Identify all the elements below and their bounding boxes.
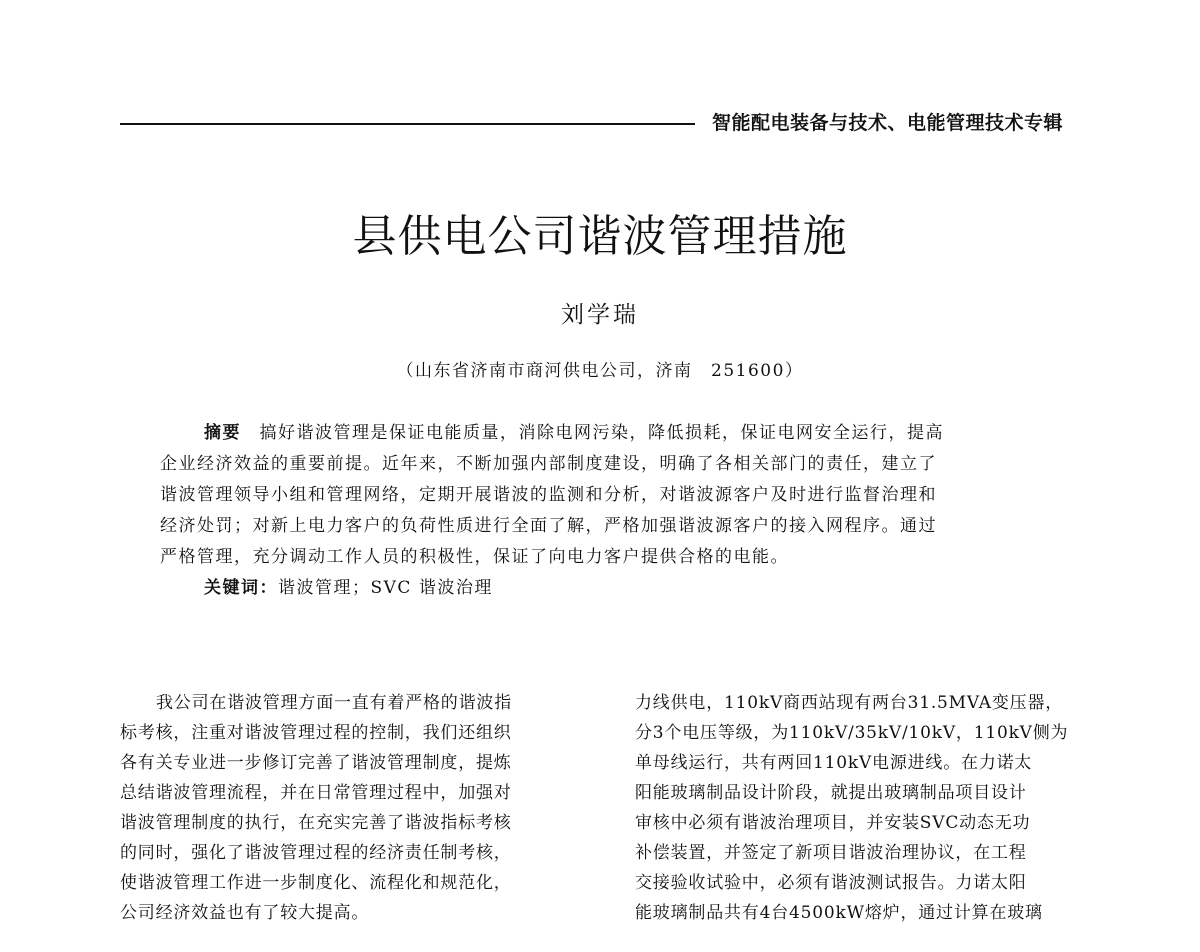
body-line: 我公司在谐波管理方面一直有着严格的谐波指 xyxy=(156,693,512,713)
body-left-column xyxy=(120,688,602,928)
keywords-text: 谐波管理；SVC 谐波治理 xyxy=(278,578,493,598)
body-line: 标考核，注重对谐波管理过程的控制，我们还组织 xyxy=(120,723,512,743)
abstract-text: 搞好谐波管理是保证电能质量，消除电网污染，降低损耗，保证电网安全运行，提高 xyxy=(259,423,944,443)
article-title: 县供电公司谐波管理措施 xyxy=(352,211,848,262)
abstract-line xyxy=(160,418,1060,449)
body-right-column xyxy=(635,688,1117,928)
body-line: 的同时，强化了谐波管理过程的经济责任制考核， xyxy=(120,843,512,863)
keywords-line xyxy=(160,573,1060,604)
body-line: 使谐波管理工作进一步制度化、流程化和规范化， xyxy=(120,873,512,893)
journal-section-header: 智能配电装备与技术、电能管理技术专辑 xyxy=(712,112,1064,134)
body-line: 力线供电，110kV商西站现有两台31.5MVA变压器， xyxy=(635,693,1064,713)
author-affiliation: （山东省济南市商河供电公司，济南 251600） xyxy=(396,361,804,381)
keywords-label: 关键词： xyxy=(204,578,278,598)
abstract xyxy=(160,418,1060,604)
abstract-line: 企业经济效益的重要前提。近年来，不断加强内部制度建设，明确了各相关部门的责任，建立了 xyxy=(160,454,937,474)
body-line: 能玻璃制品共有4台4500kW熔炉，通过计算在玻璃 xyxy=(635,903,1043,923)
article-author: 刘学瑞 xyxy=(561,302,639,328)
abstract-line: 严格管理，充分调动工作人员的积极性，保证了向电力客户提供合格的电能。 xyxy=(160,547,789,567)
body-line: 各有关专业进一步修订完善了谐波管理制度，提炼 xyxy=(120,753,512,773)
body-line: 单母线运行，共有两回110kV电源进线。在力诺太 xyxy=(635,753,1033,773)
body-line: 交接验收试验中，必须有谐波测试报告。力诺太阳 xyxy=(635,873,1027,893)
abstract-label: 摘要 xyxy=(204,423,241,443)
body-line: 补偿装置，并签定了新项目谐波治理协议，在工程 xyxy=(635,843,1027,863)
body-line: 谐波管理制度的执行，在充实完善了谐波指标考核 xyxy=(120,813,512,833)
abstract-line: 经济处罚；对新上电力客户的负荷性质进行全面了解，严格加强谐波源客户的接入网程序。通过 xyxy=(160,516,937,536)
abstract-line: 谐波管理领导小组和管理网络，定期开展谐波的监测和分析，对谐波源客户及时进行监督治理和 xyxy=(160,485,937,505)
body-line: 阳能玻璃制品设计阶段，就提出玻璃制品项目设计 xyxy=(635,783,1027,803)
header-rule xyxy=(120,123,695,125)
body-line: 总结谐波管理流程，并在日常管理过程中，加强对 xyxy=(120,783,512,803)
body-line: 审核中必须有谐波治理项目，并安装SVC动态无功 xyxy=(635,813,1031,833)
body-line: 公司经济效益也有了较大提高。 xyxy=(120,903,370,923)
body-line: 分3个电压等级，为110kV/35kV/10kV，110kV侧为 xyxy=(635,723,1069,743)
